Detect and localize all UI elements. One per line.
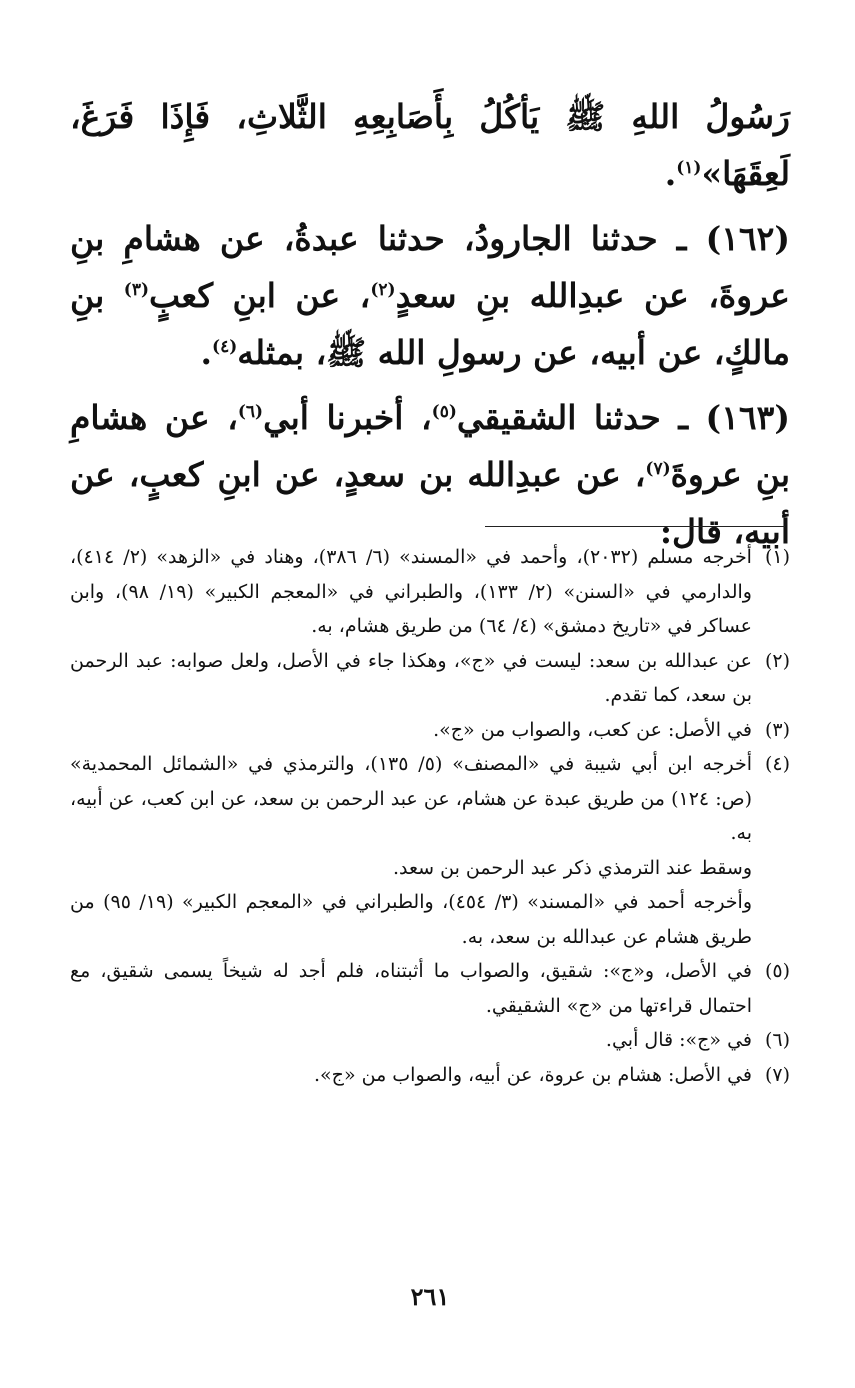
- footnote-5: [70, 954, 790, 1023]
- footnote-7: [70, 1058, 790, 1093]
- footnote-text: في الأصل، و«ج»: شقيق، والصواب ما أثبتناه، فلم أجد له شيخاً يسمى شقيق، مع احتمال قراءتها من «ج» الشقيقي.: [70, 960, 752, 1017]
- book-page: [70, 0, 790, 1388]
- hadith-162: (١٦٢) ـ حدثنا الجارودُ، حدثنا عبدةُ، عن هشامِ بنِ عروةَ، عن عبدِالله بنِ سعدٍ$^{(٢)}$، عن ابنِ كعبٍ$^{(٣)}$ بنِ مالكٍ، عن أبيه، عن رسولِ الله ﷺ، بمثله$^{(٤)}$.: [70, 219, 790, 372]
- footnote-text: أخرجه مسلم (٢٠٣٢)، وأحمد في «المسند» (٦/ ٣٨٦)، وهناد في «الزهد» (٢/ ٤١٤)، والدارمي في «السنن» (٢/ ١٣٣)، والطبراني في «المعجم الكبير» (١٩/ ٩٨)، وابن عساكر في «تاريخ دمشق» (٤/ ٦٤) من طريق هشام، به.: [70, 546, 752, 637]
- footnote-number: (٤): [764, 753, 790, 775]
- footnote-number: (٦): [764, 1029, 790, 1051]
- footnote-ref-1[interactable]: (١): [676, 158, 702, 178]
- footnote-ref-2[interactable]: (٢): [370, 280, 396, 300]
- footnote-text: في الأصل: عن كعب، والصواب من «ج».: [433, 718, 752, 741]
- footnotes: [70, 540, 790, 1092]
- footnote-ref-7[interactable]: (٧): [645, 459, 671, 479]
- footnote-number: (٥): [764, 960, 790, 982]
- hadith-continuation: رَسُولُ اللهِ ﷺ يَأكُلُ بِأَصَابِعِهِ الثَّلاثِ، فَإِذَا فَرَغَ، لَعِقَهَا»$^{(١)}$.: [70, 97, 790, 193]
- footnote-number: (٧): [764, 1063, 790, 1086]
- footnote-3: [70, 713, 790, 748]
- footnote-ref-5[interactable]: (٥): [431, 402, 457, 422]
- footnote-text: في الأصل: هشام بن عروة، عن أبيه، والصواب من «ج».: [314, 1063, 752, 1086]
- footnote-1: [70, 540, 790, 644]
- footnote-divider: [485, 526, 785, 527]
- footnote-6: [70, 1023, 790, 1058]
- footnote-text: عن عبدالله بن سعد: ليست في «ج»، وهكذا جاء في الأصل، ولعل صوابه: عبد الرحمن بن سعد، كما تقدم.: [70, 649, 752, 706]
- footnote-text: في «ج»: قال أبي.: [605, 1029, 752, 1051]
- footnote-number: (٣): [764, 718, 790, 741]
- footnote-number: (٢): [764, 649, 790, 672]
- hadith-163: (١٦٣) ـ حدثنا الشقيقي$^{(٥)}$، أخبرنا أبي$^{(٦)}$، عن هشامِ بنِ عروةَ$^{(٧)}$، عن عبدِالله بن سعدٍ، عن ابنِ كعبٍ، عن أبيه، قال:: [70, 398, 791, 551]
- main-text: [70, 88, 790, 560]
- footnote-ref-4[interactable]: (٤): [212, 337, 238, 357]
- footnote-2: [70, 644, 790, 713]
- footnote-text: أخرجه ابن أبي شيبة في «المصنف» (٥/ ١٣٥)، والترمذي في «الشمائل المحمدية» (ص: ١٢٤) من طريق عبدة عن هشام، عن عبد الرحمن بن سعد، عن ابن كعب، عن أبيه، به. وسقط عند الترمذي ذكر عبد الرحمن بن سعد. وأخرجه أحمد في «المسند» (٣/ ٤٥٤)، والطبراني في «المعجم الكبير» (١٩/ ٩٥) من طريق هشام عن عبدالله بن سعد، به.: [70, 753, 753, 948]
- footnote-ref-6[interactable]: (٦): [237, 402, 264, 422]
- footnote-4: [70, 747, 790, 954]
- footnote-number: (١): [764, 546, 790, 568]
- page-number: ٢٦١: [410, 1282, 450, 1311]
- footnote-ref-3[interactable]: (٣): [123, 280, 149, 300]
